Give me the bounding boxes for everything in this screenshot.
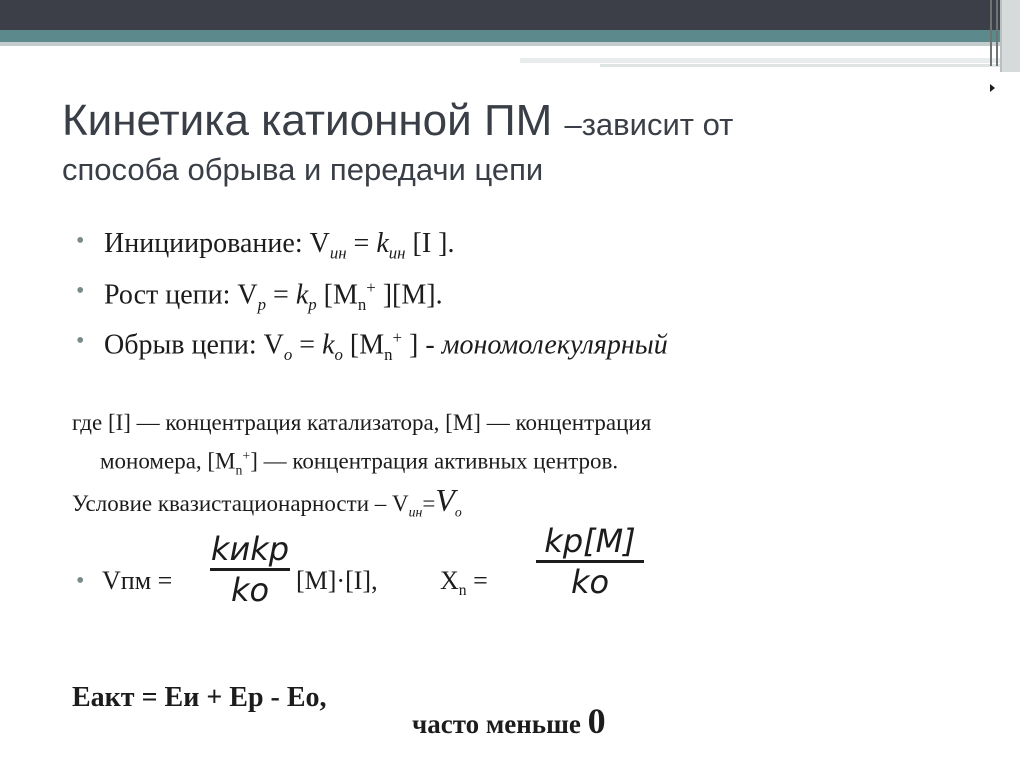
bullet-sub: p — [308, 294, 317, 314]
title-rest: –зависит от — [564, 107, 734, 142]
bullet-sub: ин — [388, 243, 406, 263]
bullet-tail: [M — [316, 279, 358, 311]
fraction-denominator: ko — [230, 571, 270, 609]
bullet-sub: n — [384, 344, 393, 364]
bullet-eq: = — [266, 279, 296, 311]
condition-vsub: o — [454, 504, 462, 520]
bullet-eq: = — [292, 329, 323, 361]
title-main: Кинетика катионной ПМ — [62, 96, 565, 145]
bullet-eq: = — [346, 228, 377, 259]
fraction-degree — [536, 522, 644, 601]
header-band-light — [0, 42, 1010, 46]
bullet-sub: ин — [329, 243, 347, 263]
activation-energy-note — [412, 700, 606, 742]
list-item — [76, 228, 668, 278]
bullet-label: Обрыв цепи: V — [104, 329, 284, 361]
bullet-sub: n — [357, 294, 367, 314]
note-sub: n — [235, 462, 243, 478]
formula-mid: [M]·[I], — [296, 566, 378, 595]
bullet-list — [76, 228, 668, 378]
note-line2 — [72, 439, 972, 486]
fraction-denominator: ko — [570, 563, 610, 601]
bullet-k: k — [376, 228, 389, 259]
bullet-tail: [M — [342, 329, 385, 361]
quasi-stationary-condition — [72, 482, 462, 521]
list-item — [76, 328, 668, 378]
activation-energy: Eакт = Eи + Eр - Eо, — [72, 682, 327, 713]
bullet-k: k — [295, 279, 309, 311]
title-line2: способа обрыва и передачи цепи — [62, 152, 544, 187]
rate-formula — [76, 522, 716, 630]
fraction-numerator: kиkр — [210, 530, 290, 568]
bullet-sub: o — [283, 344, 293, 364]
header-band-dark — [0, 0, 1010, 30]
corner-arrow-icon — [990, 84, 995, 92]
header-stripe — [990, 0, 992, 66]
condition-text: Условие квазистационарности – V — [72, 491, 409, 516]
bullet-k: k — [322, 329, 335, 361]
note-text: ] — концентрация активных центров. — [250, 448, 619, 474]
xn-eq: = — [473, 566, 488, 595]
bullet-tail: [I ]. — [405, 228, 455, 259]
bullet-tail: ] - — [402, 329, 442, 361]
page-fold — [1002, 0, 1020, 72]
header-band-thin — [520, 58, 1006, 63]
header-stripe — [996, 0, 998, 66]
condition-v: V — [435, 482, 455, 518]
formula-xn — [440, 566, 488, 600]
bullet-sup: + — [366, 278, 376, 297]
bullet-sub: o — [334, 344, 343, 364]
condition-sub: ин — [408, 504, 423, 520]
fraction-rate — [210, 530, 290, 609]
energy-note-text: часто меньше — [412, 709, 588, 739]
bullet-sub: p — [257, 294, 267, 314]
note-sup: + — [242, 448, 251, 463]
condition-eq: = — [422, 491, 436, 516]
xn-letter: X — [440, 566, 459, 595]
bullet-sup: + — [392, 328, 402, 347]
page-fold-line — [1000, 0, 1002, 72]
xn-sub: n — [458, 582, 467, 600]
bullet-icon: • — [76, 568, 85, 594]
bullet-label: Рост цепи: V — [104, 279, 258, 311]
header-band-teal — [0, 30, 1010, 42]
definitions-note — [72, 406, 972, 486]
bullet-tail: ][M]. — [375, 279, 443, 311]
energy-note-zero: 0 — [587, 701, 606, 741]
slide-title — [62, 96, 992, 188]
bullet-italic: мономолекулярный — [441, 329, 668, 361]
formula-vpm: Vпм = — [102, 566, 173, 595]
fraction-numerator: kр[M] — [544, 522, 636, 560]
bullet-label: Инициирование: V — [104, 228, 330, 259]
header-band-thin — [600, 64, 1020, 67]
note-line1: где [I] — концентрация катализатора, [M] — концентрация — [72, 410, 652, 435]
note-text: мономера, [M — [100, 448, 236, 474]
list-item — [76, 278, 668, 328]
